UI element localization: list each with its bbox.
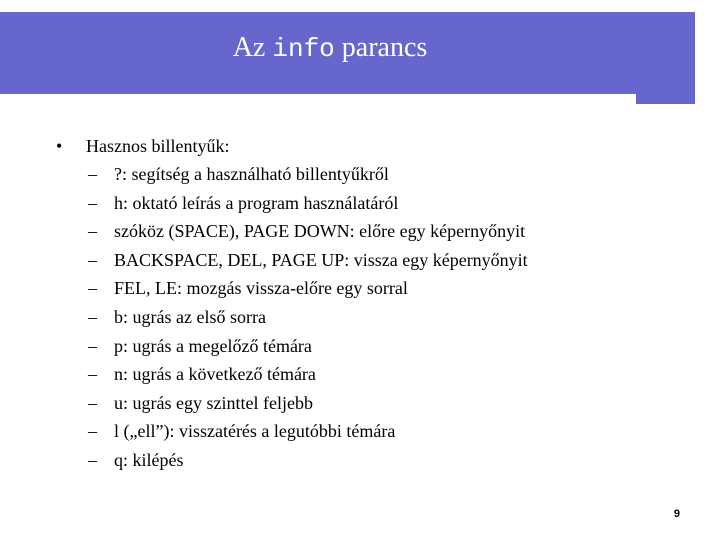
list-item-text: u: ugrás egy szinttel feljebb bbox=[114, 392, 313, 413]
dash-icon: – bbox=[88, 421, 97, 442]
list-item bbox=[56, 389, 696, 418]
list-item bbox=[56, 332, 696, 361]
list-item-text: FEL, LE: mozgás vissza-előre egy sorral bbox=[114, 278, 408, 299]
title-code: info bbox=[272, 34, 335, 64]
dash-icon: – bbox=[88, 449, 97, 470]
list-item bbox=[56, 217, 696, 246]
list-item-text: b: ugrás az első sorra bbox=[114, 306, 266, 327]
title-bar-tab bbox=[636, 94, 695, 104]
list-item bbox=[56, 446, 696, 475]
dash-icon: – bbox=[88, 221, 97, 242]
bullet-icon: • bbox=[56, 136, 63, 156]
list-item-text: n: ugrás a következő témára bbox=[114, 364, 316, 385]
dash-icon: – bbox=[88, 192, 97, 213]
list-item bbox=[56, 360, 696, 389]
dash-icon: – bbox=[88, 335, 97, 356]
list-item bbox=[56, 274, 696, 303]
page-number: 9 bbox=[673, 508, 680, 520]
dash-icon: – bbox=[88, 249, 97, 270]
list-item-text: szóköz (SPACE), PAGE DOWN: előre egy képernyőnyit bbox=[114, 221, 526, 242]
dash-icon: – bbox=[88, 392, 97, 413]
title-underline bbox=[0, 94, 636, 98]
sub-list bbox=[56, 160, 696, 475]
list-item-text: h: oktató leírás a program használatáról bbox=[114, 192, 399, 213]
bullet-heading: Hasznos billentyűk: bbox=[86, 136, 230, 156]
list-item bbox=[56, 417, 696, 446]
title-suffix: parancs bbox=[334, 32, 428, 63]
dash-icon: – bbox=[88, 164, 97, 184]
slide-content bbox=[56, 132, 696, 475]
title-prefix: Az bbox=[232, 32, 273, 63]
dash-icon: – bbox=[88, 306, 97, 327]
dash-icon: – bbox=[88, 278, 97, 299]
list-item-text: BACKSPACE, DEL, PAGE UP: vissza egy képernyőnyit bbox=[114, 249, 528, 270]
slide-title bbox=[0, 32, 660, 64]
list-item bbox=[56, 303, 696, 332]
list-item-text: ?: segítség a használható billentyűkről bbox=[114, 164, 389, 184]
dash-icon: – bbox=[88, 364, 97, 385]
bullet-item bbox=[56, 132, 696, 160]
list-item-text: l („ell”): visszatérés a legutóbbi témára bbox=[114, 421, 396, 442]
list-item-text: p: ugrás a megelőző témára bbox=[114, 335, 312, 356]
list-item bbox=[56, 246, 696, 275]
list-item bbox=[56, 189, 696, 218]
list-item-text: q: kilépés bbox=[114, 449, 184, 470]
list-item bbox=[56, 160, 696, 189]
